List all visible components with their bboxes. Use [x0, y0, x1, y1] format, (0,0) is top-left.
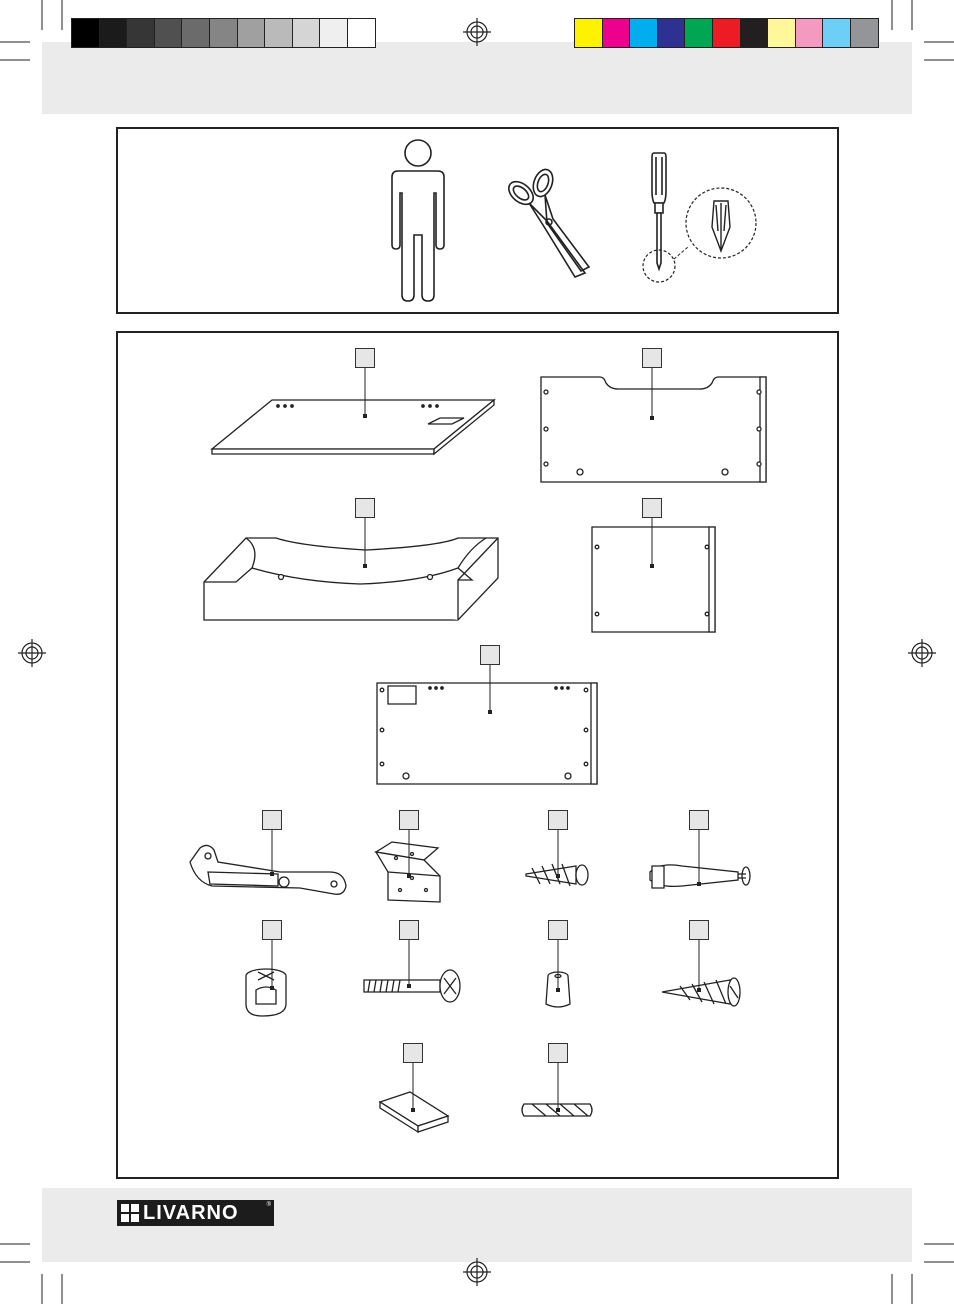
part-top-panel-callout	[355, 348, 375, 368]
part-bottom-panel-callout	[480, 645, 500, 665]
part-connector-bolt	[364, 970, 460, 1002]
part-wooden-dowel-leader-dot	[557, 1109, 560, 1112]
part-drawer-front-leader-dot	[364, 565, 367, 568]
part-cam-lock	[246, 969, 286, 1016]
brand-logo	[117, 1200, 274, 1226]
part-back-panel	[541, 377, 766, 482]
part-angle-bracket-callout	[399, 810, 419, 830]
part-bottom-panel-leader-dot	[489, 711, 492, 714]
part-felt-pad-callout	[403, 1043, 423, 1063]
part-dowel-connector-leader-dot	[698, 883, 701, 886]
part-sleeve-nut-callout	[548, 920, 568, 940]
part-back-panel-callout	[642, 348, 662, 368]
part-top-panel	[212, 400, 494, 454]
part-side-panel-leader-dot	[651, 565, 654, 568]
part-long-screw-leader-dot	[698, 989, 701, 992]
part-hinge	[190, 845, 346, 894]
part-cam-lock-callout	[262, 920, 282, 940]
part-wood-screw-leader-dot	[557, 875, 560, 878]
part-drawer-front-callout	[355, 498, 375, 518]
part-dowel-connector-callout	[689, 810, 709, 830]
part-connector-bolt-callout	[399, 920, 419, 940]
logo-mark-icon	[121, 1204, 139, 1222]
part-felt-pad-leader-dot	[412, 1109, 415, 1112]
part-long-screw-callout	[689, 920, 709, 940]
part-back-panel-leader-dot	[651, 417, 654, 420]
part-side-panel-callout	[642, 498, 662, 518]
part-connector-bolt-leader-dot	[408, 985, 411, 988]
part-sleeve-nut-leader-dot	[557, 989, 560, 992]
part-hinge-callout	[262, 810, 282, 830]
part-angle-bracket-leader-dot	[408, 875, 411, 878]
part-cam-lock-leader-dot	[271, 987, 274, 990]
part-bottom-panel	[377, 683, 597, 784]
part-top-panel-leader-dot	[364, 415, 367, 418]
brand-name: LIVARNO	[143, 1201, 239, 1224]
brand-registered: ®	[266, 1202, 271, 1208]
part-wood-screw-callout	[548, 810, 568, 830]
part-side-panel	[592, 527, 715, 632]
part-angle-bracket	[376, 842, 440, 902]
part-hinge-leader-dot	[271, 873, 274, 876]
part-drawer-front	[204, 538, 498, 620]
part-wooden-dowel-callout	[548, 1043, 568, 1063]
